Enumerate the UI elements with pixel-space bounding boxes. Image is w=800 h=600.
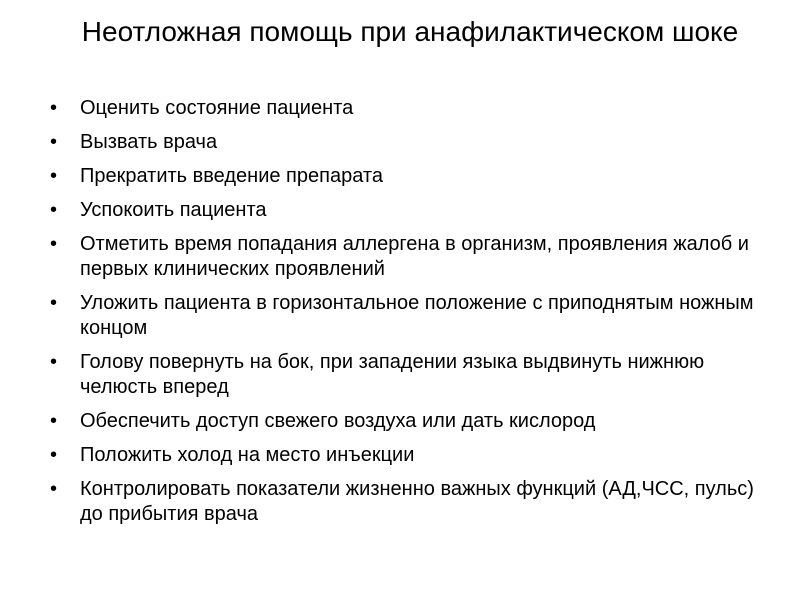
list-item bbox=[50, 443, 780, 468]
list-item-text: Отметить время попадания аллергена в организм, проявления жалоб и первых клинических проявлений bbox=[80, 233, 749, 280]
bullet-icon: • bbox=[50, 444, 58, 466]
bullet-icon: • bbox=[50, 292, 58, 314]
list-item bbox=[50, 291, 780, 341]
list-item-text: Обеспечить доступ свежего воздуха или дать кислород bbox=[80, 410, 596, 432]
bullet-icon: • bbox=[50, 410, 58, 432]
list-item bbox=[50, 232, 780, 282]
list-item-text: Голову повернуть на бок, при западении языка выдвинуть нижнюю челюсть вперед bbox=[80, 351, 705, 398]
bullet-icon: • bbox=[50, 233, 58, 255]
bullet-icon: • bbox=[50, 131, 58, 153]
bullet-icon: • bbox=[50, 97, 58, 119]
list-item-text: Оценить состояние пациента bbox=[80, 97, 354, 119]
bullet-icon: • bbox=[50, 478, 58, 500]
list-item-text: Положить холод на место инъекции bbox=[80, 444, 415, 466]
list-item-text: Успокоить пациента bbox=[80, 199, 267, 221]
bullet-icon: • bbox=[50, 165, 58, 187]
list-item bbox=[50, 96, 780, 121]
bullet-icon: • bbox=[50, 199, 58, 221]
bullet-list bbox=[50, 96, 780, 536]
bullet-icon: • bbox=[50, 351, 58, 373]
list-item-text: Контролировать показатели жизненно важных функций (АД,ЧСС, пульс) до прибытия врача bbox=[80, 478, 754, 525]
list-item-text: Прекратить введение препарата bbox=[80, 165, 383, 187]
list-item bbox=[50, 198, 780, 223]
list-item bbox=[50, 409, 780, 434]
list-item-text: Вызвать врача bbox=[80, 131, 218, 153]
list-item-text: Уложить пациента в горизонтальное положение с приподнятым ножным концом bbox=[80, 292, 754, 339]
list-item bbox=[50, 350, 780, 400]
list-item bbox=[50, 164, 780, 189]
list-item bbox=[50, 130, 780, 155]
list-item bbox=[50, 477, 780, 527]
slide-title: Неотложная помощь при анафилактическом шоке bbox=[81, 16, 739, 47]
